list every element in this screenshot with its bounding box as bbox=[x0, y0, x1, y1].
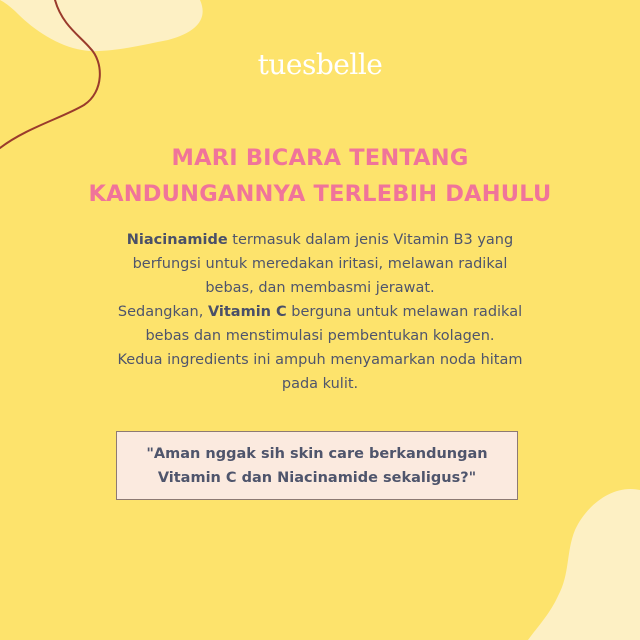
headline bbox=[0, 140, 640, 212]
brand-logo: tuesbelle bbox=[257, 48, 383, 81]
body-line-1-text: termasuk dalam jenis Vitamin B3 yang bbox=[227, 232, 514, 248]
headline-line-2: KANDUNGANNYA TERLEBIH DAHULU bbox=[88, 181, 552, 207]
headline-line-1: MARI BICARA TENTANG bbox=[171, 145, 469, 171]
bottom-right-blob bbox=[528, 489, 640, 640]
quote-line-1: "Aman nggak sih skin care berkandungan bbox=[146, 445, 488, 462]
question-quote-box bbox=[116, 431, 518, 500]
top-left-blob bbox=[0, 0, 203, 51]
body-line-6: Kedua ingredients ini ampuh menyamarkan noda hitam bbox=[117, 352, 523, 368]
body-line-5: bebas dan menstimulasi pembentukan kolagen. bbox=[145, 328, 495, 344]
vitamin-c-term: Vitamin C bbox=[207, 304, 287, 320]
niacinamide-term: Niacinamide bbox=[126, 232, 228, 248]
body-line-2: berfungsi untuk meredakan iritasi, melawan radikal bbox=[132, 256, 508, 272]
body-paragraph bbox=[60, 228, 580, 396]
body-line-4-text: berguna untuk melawan radikal bbox=[286, 304, 523, 320]
body-line-3: bebas, dan membasmi jerawat. bbox=[205, 280, 435, 296]
body-line-1 bbox=[60, 228, 580, 252]
body-line-7: pada kulit. bbox=[281, 376, 359, 392]
body-line-4 bbox=[60, 300, 580, 324]
quote-line-2: Vitamin C dan Niacinamide sekaligus?" bbox=[157, 469, 477, 486]
body-line-4-prefix: Sedangkan, bbox=[117, 304, 208, 320]
